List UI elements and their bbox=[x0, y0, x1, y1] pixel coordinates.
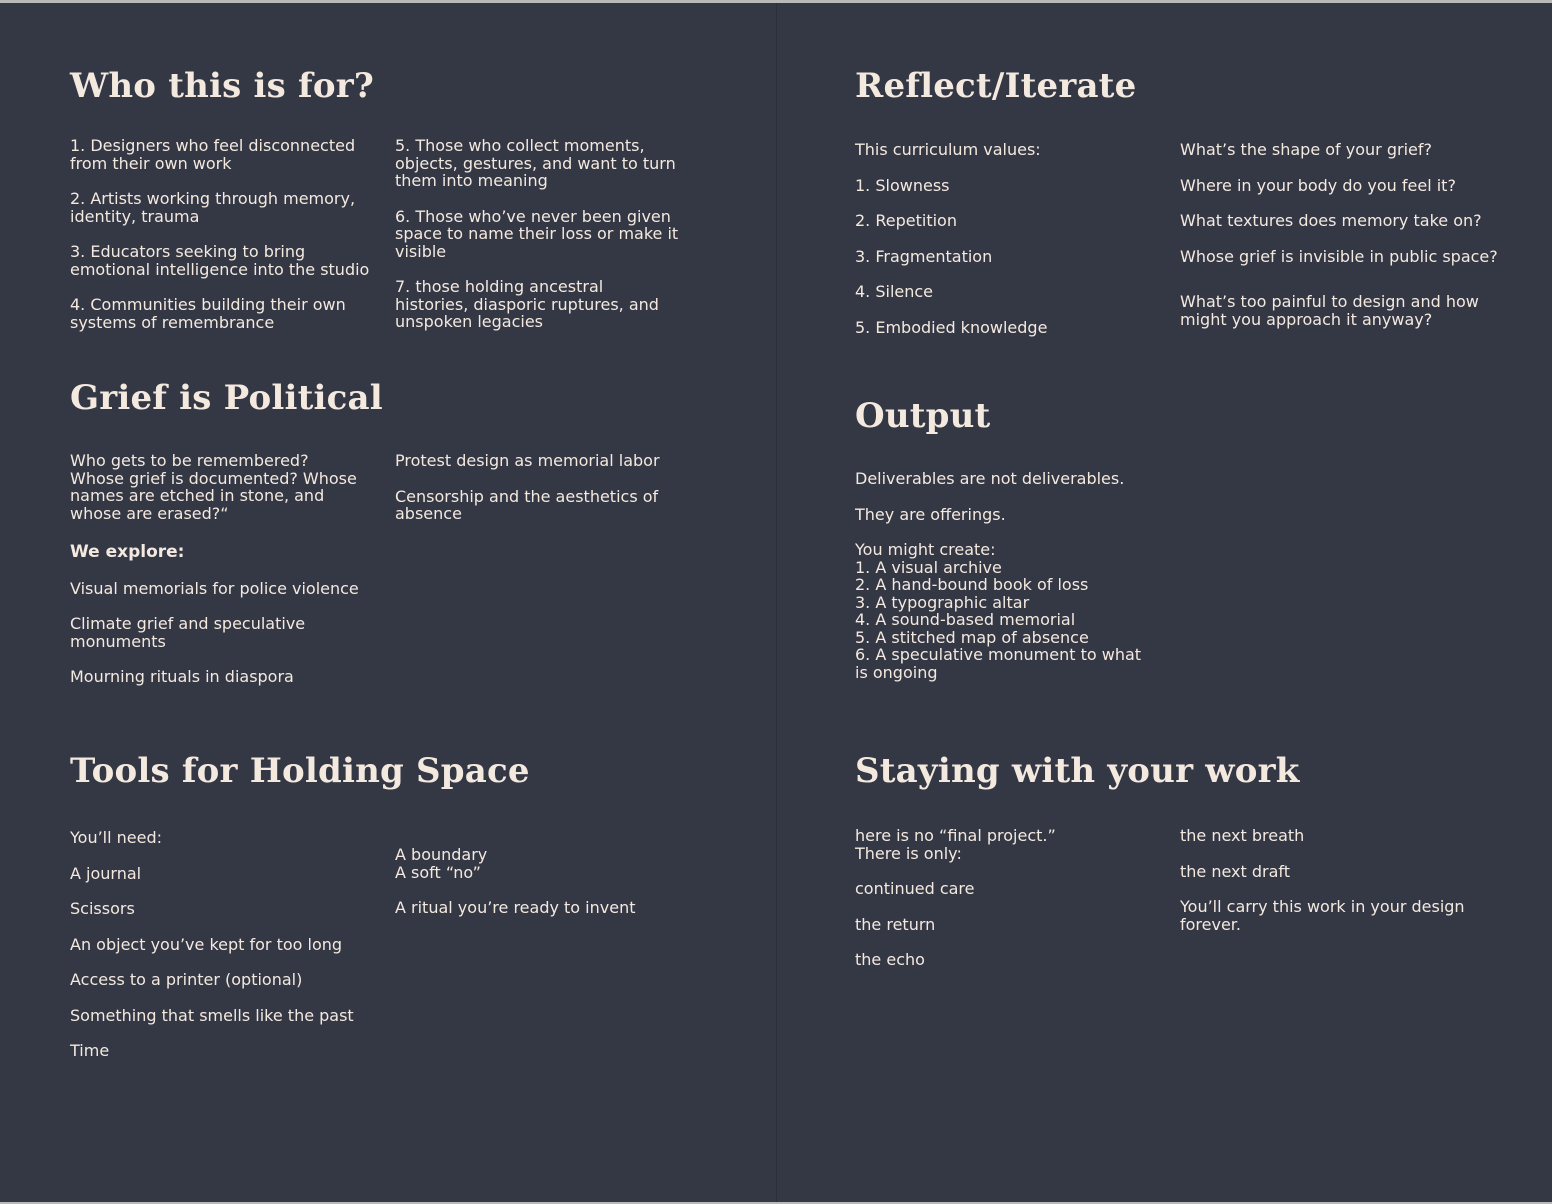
explore-item: Visual memorials for police violence bbox=[70, 578, 359, 598]
value-item: 4. Silence bbox=[855, 282, 934, 301]
create-item: 3. A typographic altar bbox=[855, 592, 1030, 612]
who-heading: Who this is for? bbox=[70, 66, 374, 106]
tool-item: Scissors bbox=[70, 899, 135, 918]
staying-item: the return bbox=[855, 914, 936, 934]
who-item: 3. Educators seeking to bring emotional intelligence into the studio bbox=[70, 242, 370, 279]
value-item: 3. Fragmentation bbox=[855, 246, 993, 266]
grief-column-left bbox=[70, 452, 360, 686]
tool-item: A ritual you’re ready to invent bbox=[395, 898, 636, 917]
question-item: Where in your body do you feel it? bbox=[1180, 175, 1456, 195]
tool-item: A soft “no” bbox=[395, 862, 481, 882]
output-text bbox=[855, 470, 1155, 681]
explore-item: Protest design as memorial labor bbox=[395, 451, 660, 470]
create-item: 4. A sound-based memorial bbox=[855, 610, 1076, 629]
grief-column-right bbox=[395, 452, 680, 523]
staying-item: the next breath bbox=[1180, 826, 1305, 845]
who-item: 4. Communities building their own systems of remembrance bbox=[70, 295, 346, 332]
create-item: 2. A hand-bound book of loss bbox=[855, 575, 1089, 594]
question-item: What textures does memory take on? bbox=[1180, 211, 1482, 230]
tools-heading: Tools for Holding Space bbox=[70, 751, 530, 791]
staying-item: the echo bbox=[855, 950, 925, 969]
output-line: They are offerings. bbox=[855, 504, 1006, 524]
staying-item: You’ll carry this work in your design forever. bbox=[1180, 897, 1465, 934]
explore-item: Censorship and the aesthetics of absence bbox=[395, 486, 659, 523]
who-list-right bbox=[395, 137, 680, 331]
tool-item: A boundary bbox=[395, 845, 488, 864]
create-label: You might create: bbox=[855, 540, 996, 559]
reflect-values bbox=[855, 141, 1155, 336]
question-item: What’s too painful to design and how might you approach it anyway? bbox=[1180, 292, 1479, 329]
create-item: 5. A stitched map of absence bbox=[855, 627, 1089, 647]
tool-item: Something that smells like the past bbox=[70, 1005, 354, 1025]
grief-quote: Who gets to be remembered? Whose grief is documented? Whose names are etched in stone, and whose are erased?“ bbox=[70, 451, 357, 523]
output-line: Deliverables are not deliverables. bbox=[855, 469, 1125, 488]
page-spread bbox=[0, 3, 1552, 1202]
staying-item: continued care bbox=[855, 879, 975, 898]
who-item: 2. Artists working through memory, identity, trauma bbox=[70, 189, 356, 226]
who-item: 6. Those who’ve never been given space to name their loss or make it visible bbox=[395, 206, 679, 261]
tools-list-right bbox=[395, 846, 680, 917]
page-gutter bbox=[776, 3, 777, 1202]
who-item: 5. Those who collect moments, objects, gestures, and want to turn them into meaning bbox=[395, 136, 676, 190]
tools-list-left bbox=[70, 829, 380, 1060]
explore-item: Climate grief and speculative monuments bbox=[70, 614, 306, 651]
explore-label: We explore: bbox=[70, 542, 185, 562]
staying-intro: here is no “final project.” bbox=[855, 826, 1056, 845]
tool-item: A journal bbox=[70, 863, 142, 883]
create-item: 1. A visual archive bbox=[855, 557, 1002, 577]
staying-item: the next draft bbox=[1180, 861, 1291, 881]
who-item: 7. those holding ancestral histories, diasporic ruptures, and unspoken legacies bbox=[395, 277, 659, 331]
question-item: What’s the shape of your grief? bbox=[1180, 140, 1432, 159]
reflect-heading: Reflect/Iterate bbox=[855, 66, 1137, 106]
grief-heading: Grief is Political bbox=[70, 378, 383, 418]
create-item: 6. A speculative monument to what is ongoing bbox=[855, 645, 1142, 682]
question-item: Whose grief is invisible in public space? bbox=[1180, 246, 1498, 266]
who-list-left bbox=[70, 137, 370, 331]
staying-column-right bbox=[1180, 827, 1480, 933]
tool-item: Access to a printer (optional) bbox=[70, 970, 303, 989]
value-item: 2. Repetition bbox=[855, 211, 957, 230]
tool-item: Time bbox=[70, 1041, 110, 1060]
reflect-questions bbox=[1180, 141, 1510, 328]
staying-heading: Staying with your work bbox=[855, 751, 1300, 791]
value-item: 1. Slowness bbox=[855, 175, 950, 195]
explore-item: Mourning rituals in diaspora bbox=[70, 667, 294, 686]
who-item: 1. Designers who feel disconnected from their own work bbox=[70, 136, 356, 173]
staying-column-left bbox=[855, 827, 1155, 969]
output-heading: Output bbox=[855, 396, 991, 436]
value-item: 5. Embodied knowledge bbox=[855, 317, 1048, 337]
tool-item: An object you’ve kept for too long bbox=[70, 934, 343, 954]
tool-item: You’ll need: bbox=[70, 828, 163, 847]
value-item: This curriculum values: bbox=[855, 140, 1041, 159]
staying-intro: There is only: bbox=[855, 843, 962, 863]
